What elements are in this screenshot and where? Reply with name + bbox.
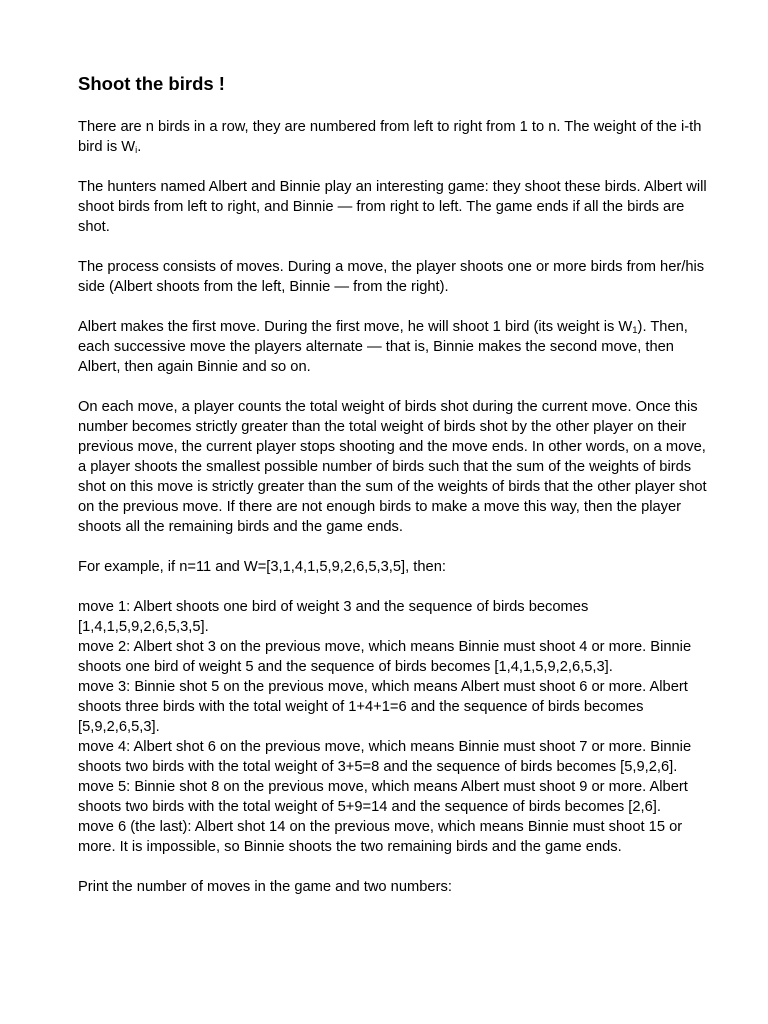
hunters-paragraph: The hunters named Albert and Binnie play an interesting game: they shoot these birds. Albert will shoot birds from left to right, and Binnie — from right to left. The game ends if all the birds are shot.: [78, 179, 707, 235]
first-move-paragraph: [78, 317, 708, 377]
move-3: move 3: Binnie shot 5 on the previous move, which means Albert must shoot 6 or more. Albert shoots three birds with the total weight of 1+4+1=6 and the sequence of birds becomes [5,9,2,6,5,3].: [78, 679, 688, 735]
rules-paragraph: On each move, a player counts the total weight of birds shot during the current move. Once this number becomes strictly greater than the total weight of birds shot by the other player on their previous move, the current player stops shooting and the move ends. In other words, on a move, a player shoots the smallest possible number of birds such that the sum of the weights of birds shot on this move is strictly greater than the sum of the weights of birds that the other player shot on the previous move. If there are not enough birds to make a move this way, then the player shoots all the remaining birds and the game ends.: [78, 399, 707, 535]
move-5: move 5: Binnie shot 8 on the previous move, which means Albert must shoot 9 or more. Albert shoots two birds with the total weight of 5+9=14 and the sequence of birds becomes [2,6].: [78, 779, 688, 815]
document-page: [78, 72, 708, 917]
intro-text: There are n birds in a row, they are numbered from left to right from 1 to n. The weight of the i-th bird is W: [78, 119, 702, 155]
process-paragraph: The process consists of moves. During a move, the player shoots one or more birds from her/his side (Albert shoots from the left, Binnie — from the right).: [78, 259, 705, 295]
move-6: move 6 (the last): Albert shot 14 on the previous move, which means Binnie must shoot 15 or more. It is impossible, so Binnie shoots the two remaining birds and the game ends.: [78, 819, 683, 855]
first-move-text: Albert makes the first move. During the first move, he will shoot 1 bird (its weight is W: [78, 319, 633, 335]
first-move-subscript: 1: [632, 325, 638, 336]
intro-subscript: i: [135, 145, 138, 156]
intro-tail: .: [137, 139, 142, 155]
intro-paragraph: [78, 117, 708, 157]
document-title: Shoot the birds !: [78, 73, 225, 94]
move-2: move 2: Albert shot 3 on the previous move, which means Binnie must shoot 4 or more. Binnie shoots one bird of weight 5 and the sequence of birds becomes [1,4,1,5,9,2,6,5,3].: [78, 639, 692, 675]
move-4: move 4: Albert shot 6 on the previous move, which means Binnie must shoot 7 or more. Binnie shoots two birds with the total weight of 3+5=8 and the sequence of birds becomes [5,9,2,6].: [78, 739, 692, 775]
move-1: move 1: Albert shoots one bird of weight 3 and the sequence of birds becomes [1,4,1,5,9,2,6,5,3,5].: [78, 599, 589, 635]
first-move-tail: ). Then, each successive move the players alternate — that is, Binnie makes the second move, then Albert, then again Binnie and so on.: [78, 319, 688, 375]
moves-list: [78, 597, 708, 857]
example-intro: For example, if n=11 and W=[3,1,4,1,5,9,2,6,5,3,5], then:: [78, 559, 446, 575]
output-intro: Print the number of moves in the game and two numbers:: [78, 879, 452, 895]
